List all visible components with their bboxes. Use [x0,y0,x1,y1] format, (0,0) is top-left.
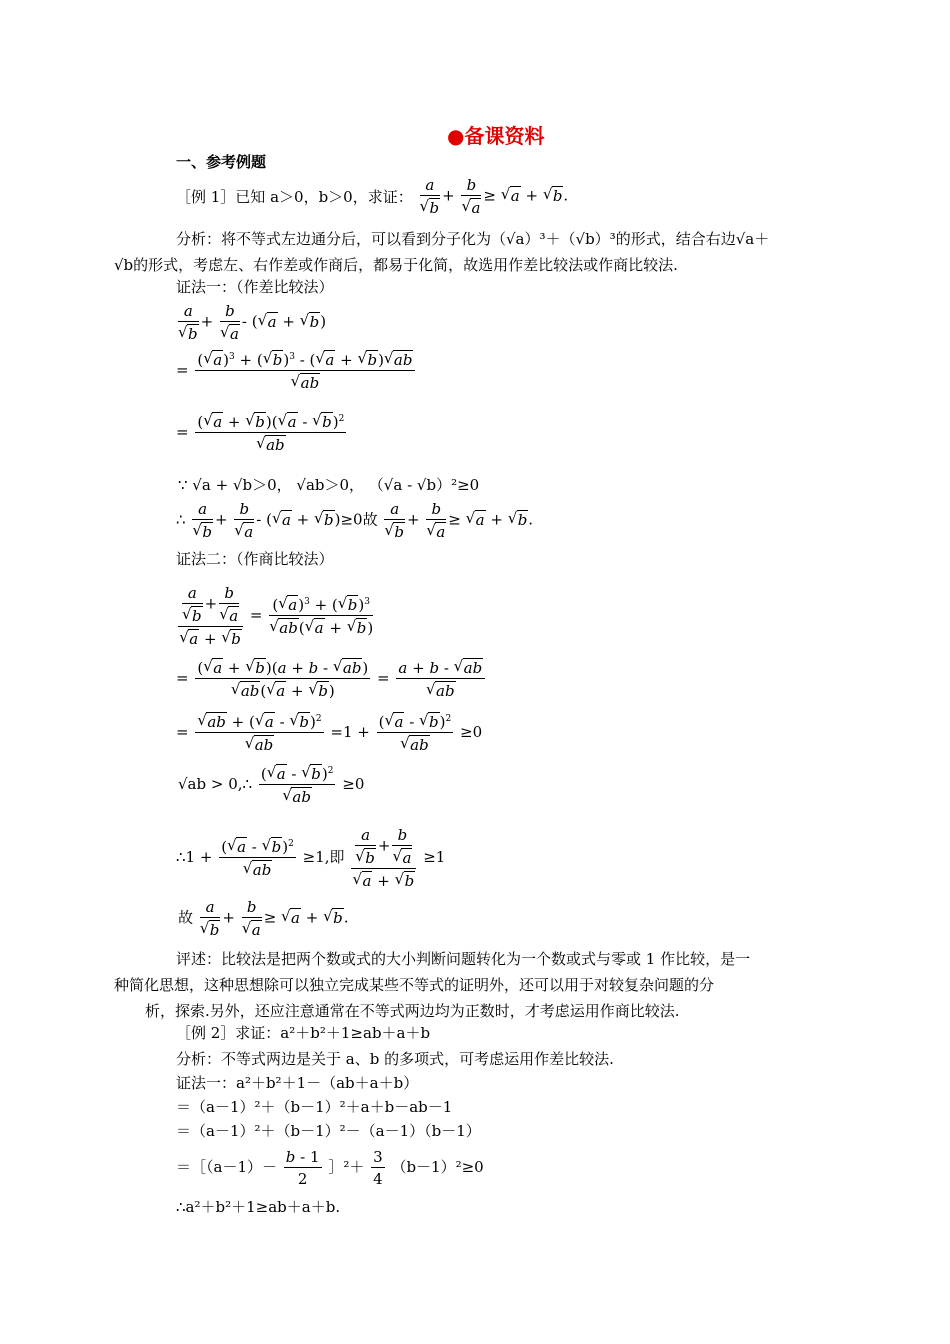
comment-line-2: 种简化思想，这种思想除可以独立完成某些不等式的证明外，还可以用于对较复杂问题的分 [114,976,715,994]
geq-one: ≥1 [423,848,446,866]
proof-1-step-1: = (√ a)$^3$ + (√ b)$^3$ - (√ a + √ b)√ ab √ ab [176,350,417,392]
example-1-analysis [114,226,809,278]
step-3-mid: ］²＋ [328,1158,365,1176]
analysis-line-1: 分析：将不等式左边通分后，可以看到分子化为（√a）³＋（√b）³的形式，结合右边√a＋ [176,230,770,248]
therefore-prefix: ∴1 + [176,848,213,866]
proof-2-step-1: a √ b + b √ a √ a + √ b = (√ a)$^3$ + (√ b)$^3$ √ ab(√ a + √ b) [176,584,375,648]
proof-1-label: 证法一：（作差比较法） [176,278,334,296]
therefore-mid: ≥1,即 [302,848,345,866]
example-1-label: ［例 1］已知 a＞0，b＞0，求证： [176,188,413,206]
since-line: ∵ √a + √b＞0， √ab＞0， （√a - √b）²≥0 [178,476,480,494]
example-2-label: ［例 2］求证：a²＋b²＋1≥ab＋a＋b [176,1024,431,1042]
gu-text: 故 [178,908,194,927]
sqrt-ab-line: √ab > 0,∴ (√ a - √ b)$^2$ √ ab ≥0 [178,764,364,806]
proof-2-step-2: = (√ a + √ b)(a + b - √ ab) √ ab(√ a + √ b) = a + b - √ ab √ ab [176,658,487,700]
proof-1-expression: a √ b + b √ a - (√ a + √ b) [176,302,326,343]
section-heading: 一、参考例题 [176,153,267,171]
page-title: ●备课资料 [447,124,545,148]
step-3-suffix: （b－1）²≥0 [391,1158,484,1176]
hence-symbol: ∴ [176,510,186,529]
comment-block [114,946,809,1024]
example-1-statement: ［例 1］已知 a＞0，b＞0，求证： a √ b + b √ a ≥ √ a + √ b. [176,176,568,217]
example-2-proof-1: 证法一：a²＋b²＋1－（ab＋a＋b） [176,1074,419,1092]
hence-line: ∴ a √ b + b √ a - (√ a + √ b)≥0故 a √ b + b √ a ≥ √ a + √ b. [176,500,533,541]
step-3-prefix: ＝［（a－1）－ [176,1158,277,1176]
comment-line-1: 评述：比较法是把两个数或式的大小判断问题转化为一个数或式与零或 1 作比较，是一 [176,950,751,968]
example-2-conclusion: ∴a²＋b²＋1≥ab＋a＋b. [176,1198,341,1216]
sqrt-ab-text: √ab > 0,∴ [178,775,253,793]
proof-2-step-3: = √ ab + (√ a - √ b)$^2$ √ ab =1 + (√ a - √ b)$^2$ √ ab ≥0 [176,712,482,754]
proof-1-step-2: = (√ a + √ b)(√ a - √ b)$^2$ √ ab [176,412,348,454]
final-line: 故 a √ b + b √ a ≥ √ a + √ b. [178,898,349,939]
example-2-analysis: 分析：不等式两边是关于 a、b 的多项式，可考虑运用作差比较法. [176,1050,614,1068]
comment-line-3: 析，探索.另外，还应注意通常在不等式两边均为正数时，才考虑运用作商比较法. [145,1002,680,1020]
example-2-step-1: ＝（a－1）²＋（b－1）²＋a＋b－ab－1 [176,1098,453,1116]
proof-2-label: 证法二：（作商比较法） [176,550,334,568]
example-2-step-3: ＝［（a－1）－ $\frac{b - 1}{2}$ ］²＋ $\frac{3}{4}$ （b－1）²≥0 [176,1148,484,1188]
example-2-step-2: ＝（a－1）²＋（b－1）²－（a－1）（b－1） [176,1122,481,1140]
therefore-line: ∴1 + (√ a - √ b)$^2$ √ ab ≥1,即 a √ b + b √ a √ a + √ b ≥1 [176,826,445,890]
hence-mid: ≥0故 [340,510,378,529]
analysis-line-2: √b的形式，考虑左、右作差或作商后，都易于化简，故选用作差比较法或作商比较法. [114,256,678,274]
geq-zero: ≥0 [342,775,365,793]
